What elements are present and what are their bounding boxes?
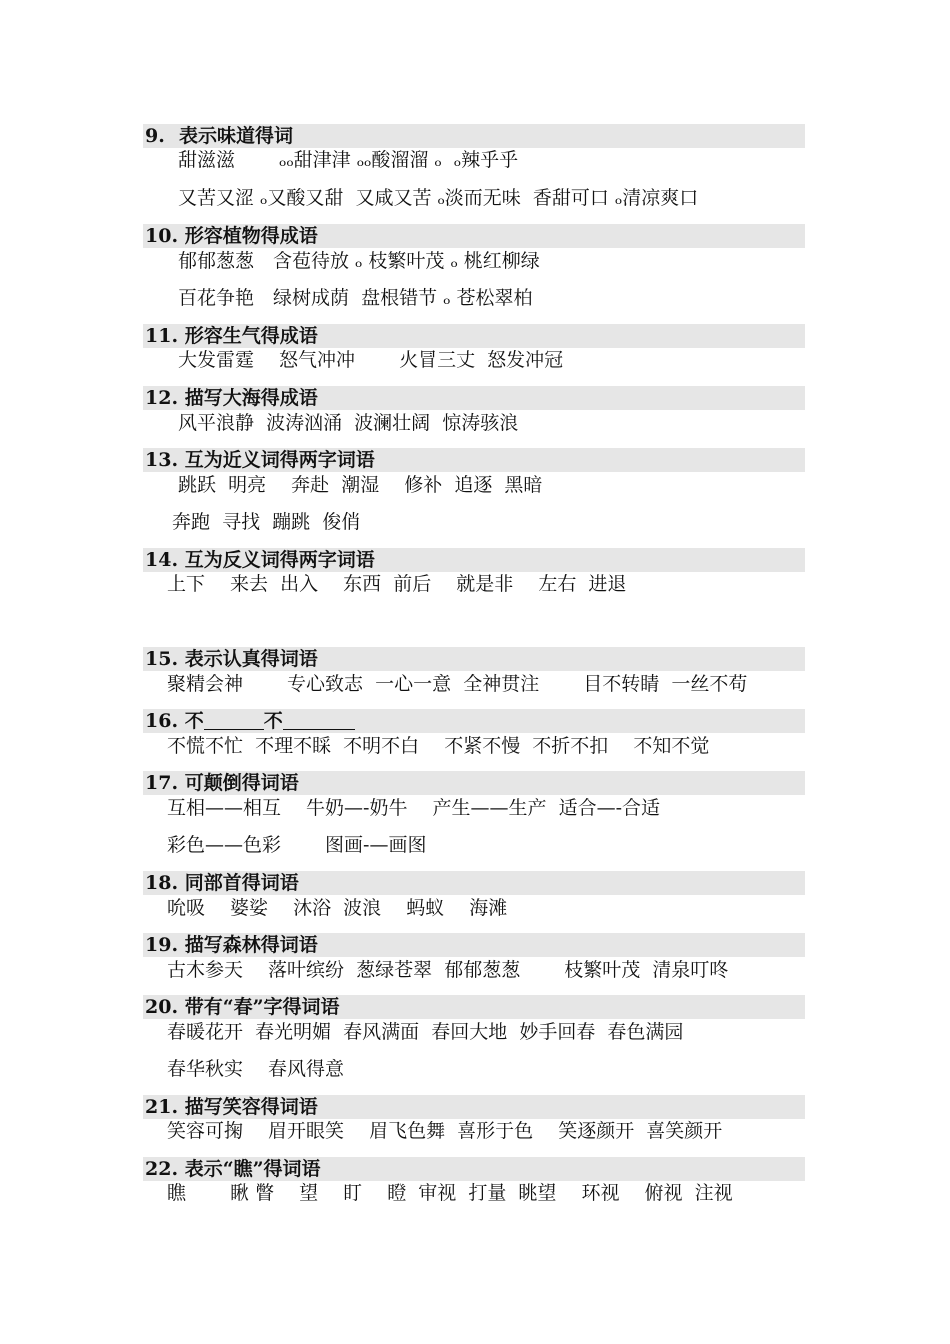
- section-16: [143, 709, 805, 733]
- section-heading: [143, 647, 805, 671]
- word-line: 奔跑 寻找 蹦跳 俊俏: [172, 511, 361, 533]
- section-title: 描写森林得词语: [184, 934, 318, 956]
- section-number: 13.: [145, 449, 179, 471]
- section-heading: [143, 548, 805, 572]
- word-line: 吮吸 婆娑 沐浴 波浪 蚂蚁 海滩: [167, 897, 508, 919]
- word-line: 春暖花开 春光明媚 春风满面 春回大地 妙手回春 春色满园: [167, 1021, 684, 1043]
- word-line: 甜滋滋 ₒₒ甜津津 ₒₒ酸溜溜 ₒ ₒ辣乎乎: [178, 149, 519, 171]
- section-heading: [143, 995, 805, 1019]
- section-14: [143, 548, 805, 572]
- section-title: 互为反义词得两字词语: [184, 549, 375, 571]
- section-number: 12.: [145, 387, 179, 409]
- word-line: 跳跃 明亮 奔赴 潮湿 修补 追逐 黑暗: [178, 474, 543, 496]
- section-22: [143, 1157, 805, 1181]
- word-line: 古木参天 落叶缤纷 葱绿苍翠 郁郁葱葱 枝繁叶茂 清泉叮咚: [167, 959, 729, 981]
- section-number: 10.: [145, 225, 179, 247]
- section-20: [143, 995, 805, 1019]
- section-number: 22.: [145, 1158, 179, 1180]
- section-heading: [143, 324, 805, 348]
- section-heading: [143, 448, 805, 472]
- section-title: 表示味道得词: [179, 125, 294, 147]
- section-title: 可颠倒得词语: [184, 772, 299, 794]
- word-line: 互相——相互 牛奶—-奶牛 产生——生产 适合—-合适: [167, 797, 660, 819]
- word-line: 郁郁葱葱 含苞待放 ₒ 枝繁叶茂 ₒ 桃红柳绿: [178, 250, 540, 272]
- word-line: 笑容可掬 眉开眼笑 眉飞色舞 喜形于色 笑逐颜开 喜笑颜开: [167, 1120, 723, 1142]
- section-heading: [143, 771, 805, 795]
- word-line: 不慌不忙 不理不睬 不明不白 不紧不慢 不折不扣 不知不觉: [167, 735, 710, 757]
- section-number: 11.: [145, 325, 179, 347]
- section-heading: [143, 1095, 805, 1119]
- section-18: [143, 871, 805, 895]
- word-line: 春华秋实 春风得意: [167, 1058, 345, 1080]
- section-15: [143, 647, 805, 671]
- section-heading: [143, 1157, 805, 1181]
- section-heading: [143, 386, 805, 410]
- section-title: 形容植物得成语: [184, 225, 318, 247]
- section-title: 形容生气得成语: [184, 325, 318, 347]
- section-title: 同部首得词语: [184, 872, 299, 894]
- word-line: 大发雷霆 怒气冲冲 火冒三丈 怒发冲冠: [178, 349, 564, 371]
- section-heading: [143, 933, 805, 957]
- section-title: 带有“春”字得词语: [184, 996, 340, 1018]
- word-line: 上下 来去 出入 东西 前后 就是非 左右 进退: [167, 573, 627, 595]
- section-number: 18.: [145, 872, 179, 894]
- section-title: 表示“瞧”得词语: [184, 1158, 321, 1180]
- section-title-part: 不: [263, 710, 283, 732]
- section-title: 互为近义词得两字词语: [184, 449, 375, 471]
- word-line: 彩色——色彩 图画-—画图: [167, 834, 427, 856]
- section-number: 19.: [145, 934, 179, 956]
- section-11: [143, 324, 805, 348]
- word-line: 又苦又涩 ₒ又酸又甜 又咸又苦 ₒ淡而无味 香甜可口 ₒ清凉爽口: [178, 187, 699, 209]
- fill-blank: [283, 711, 355, 730]
- section-9: [143, 124, 805, 148]
- section-12: [143, 386, 805, 410]
- section-number: 21.: [145, 1096, 179, 1118]
- section-number: 15.: [145, 648, 179, 670]
- section-number: 16.: [145, 710, 179, 732]
- section-19: [143, 933, 805, 957]
- section-number: 14.: [145, 549, 179, 571]
- section-title: 描写笑容得词语: [184, 1096, 318, 1118]
- section-number: 17.: [145, 772, 179, 794]
- section-title: 描写大海得成语: [184, 387, 318, 409]
- section-heading: [143, 709, 805, 733]
- word-line: 瞧 瞅 瞥 望 盯 瞪 审视 打量 眺望 环视 俯视 注视: [167, 1182, 733, 1204]
- section-number: 20.: [145, 996, 179, 1018]
- fill-blank: [204, 711, 264, 730]
- word-line: 聚精会神 专心致志 一心一意 全神贯注 目不转睛 一丝不苟: [167, 673, 748, 695]
- section-13: [143, 448, 805, 472]
- section-title: 表示认真得词语: [184, 648, 318, 670]
- section-21: [143, 1095, 805, 1119]
- section-10: [143, 224, 805, 248]
- word-line: 风平浪静 波涛汹涌 波澜壮阔 惊涛骇浪: [178, 412, 519, 434]
- section-title-part: 不: [184, 710, 204, 732]
- section-17: [143, 771, 805, 795]
- section-number: 9.: [145, 125, 165, 147]
- section-heading: [143, 124, 805, 148]
- word-line: 百花争艳 绿树成荫 盘根错节 ₒ 苍松翠柏: [178, 287, 533, 309]
- section-heading: [143, 224, 805, 248]
- section-heading: [143, 871, 805, 895]
